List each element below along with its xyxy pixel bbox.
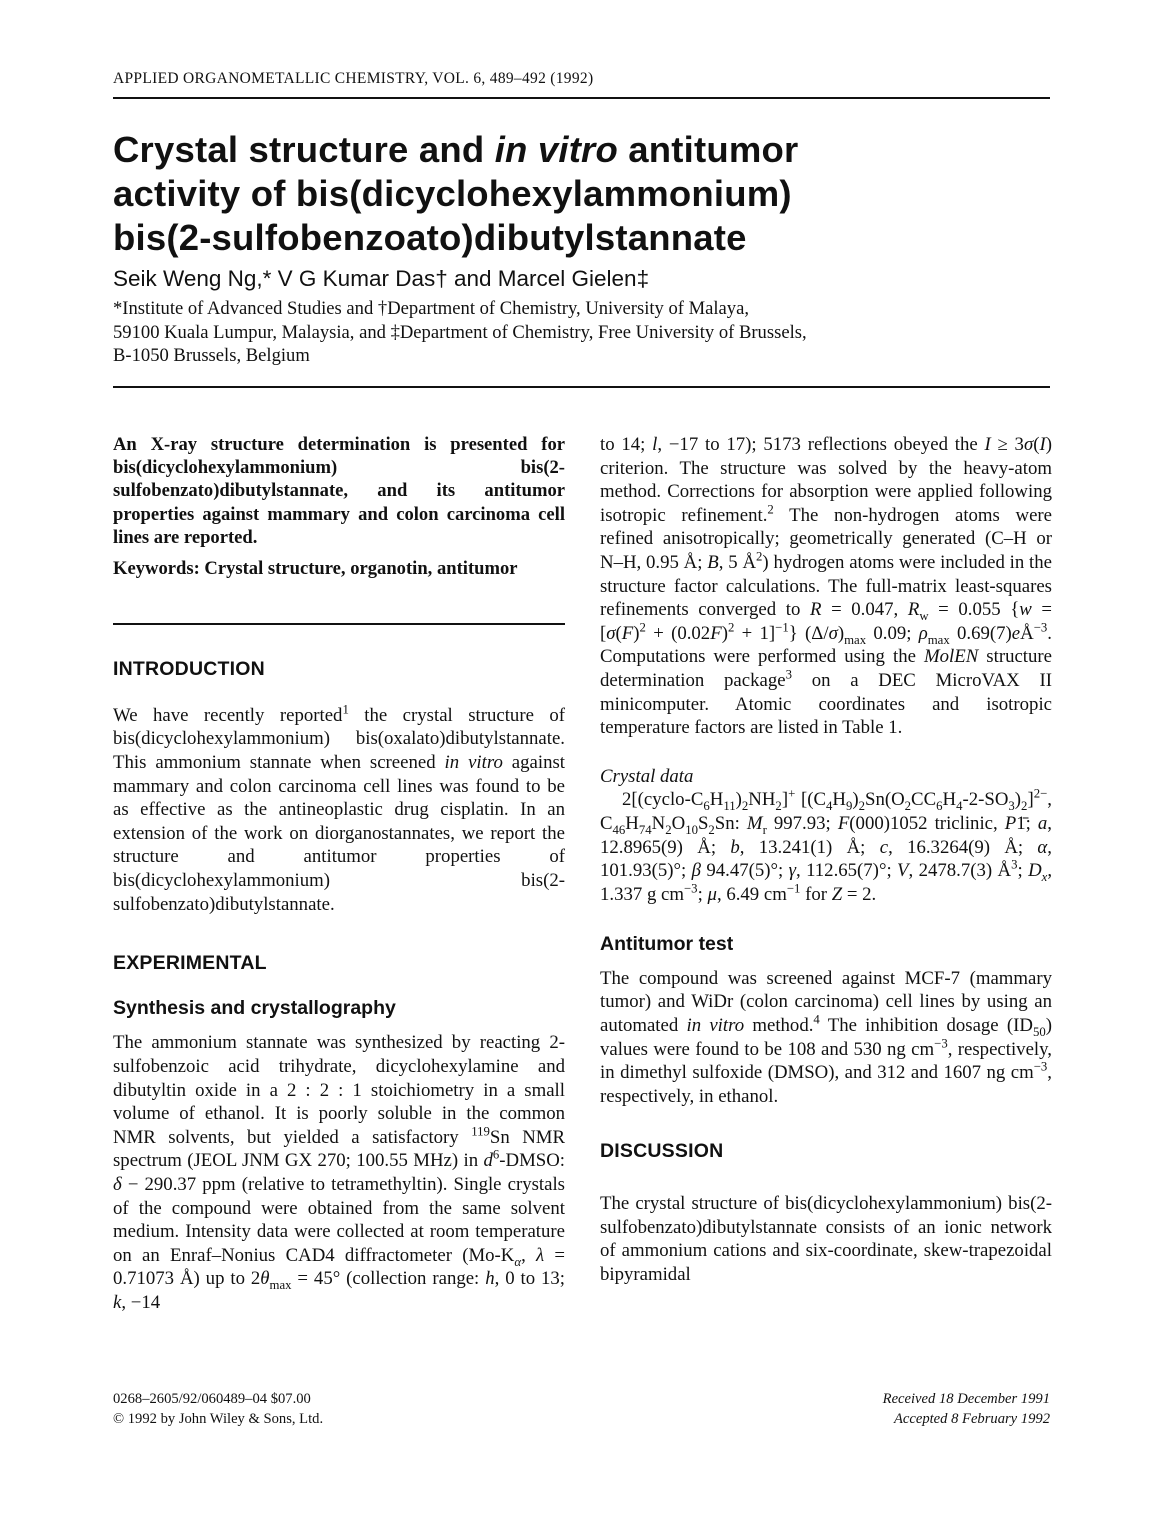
keywords: Keywords: Crystal structure, organotin, antitumor <box>113 558 518 580</box>
article-title <box>113 128 1053 260</box>
article-code: 0268–2605/92/060489–04 $07.00 <box>113 1391 311 1407</box>
crystal-data-paragraph: $2[(cyclo-C_6H_{11})_2NH_2]^+$ $[(C_4H_9)_2Sn(O_2CC_6H_4-2-SO_3)_2]^{2-}$, $C_{46}H_{74}N_2O_{10}S_2Sn$: $M_r$ 997.93; F(000)1052 triclinic, P1̄; a, 12.8965(9) Å; b, 13.241(1) Å; c, 16.3264(9) Å; α, 101.93(5)°; β 94.47(5)°; γ, 112.65(7)°; V, 2478.7(3) $Å^3$; $D_x$, 1.337 g $cm^{-3}$; μ, 6.49 $cm^{-1}$ for Z = 2. <box>600 787 1053 905</box>
heading-synthesis: Synthesis and crystallography <box>113 996 396 1019</box>
affiliation-line: 59100 Kuala Lumpur, Malaysia, and ‡Department of Chemistry, Free University of Brussels, <box>113 321 807 343</box>
crystal-data-heading: Crystal data <box>600 765 694 787</box>
heading-discussion: DISCUSSION <box>600 1140 724 1163</box>
discussion-paragraph: The crystal structure of bis(dicyclohexylammonium) bis(2-sulfobenzato)dibutylstannate consists of an ionic network of ammonium cations and six-coordinate, skew-trapezoidal bipyramidal <box>600 1193 1052 1285</box>
antitumor-paragraph: The compound was screened against MCF-7 (mammary tumor) and WiDr (colon carcinoma) cell lines by using an automated in vitro method.$^4$ The inhibition dosage $(ID_{50})$ values were found to be 108 and 530 ng $cm^{-3}$, respectively, in dimethyl sulfoxide (DMSO), and 312 and 1607 ng $cm^{-3}$, respectively, in ethanol. <box>600 967 1052 1107</box>
heading-antitumor: Antitumor test <box>600 933 734 956</box>
abstract-rule <box>113 623 565 625</box>
affiliation-rule <box>113 386 1050 388</box>
synthesis-paragraph: The ammonium stannate was synthesized by reacting 2-sulfobenzoic acid trihydrate, dicyclohexylamine and dibutyltin oxide in a 2 : 2 : 1 stoichiometry in a small volume of ethanol. It is poorly soluble in the common NMR solvents, but yielded a satisfactory $^{119}$Sn NMR spectrum (JEOL JNM GX 270; 100.55 MHz) in $d^6$-DMSO: δ − 290.37 ppm (relative to tetramethyltin). Single crystals of the compound were obtained from the same solvent medium. Intensity data were collected at room temperature on an Enraf–Nonius CAD4 diffractometer ($Mo-K_\alpha$, λ = 0.71073 Å) up to $2\theta_{max} = 45^\circ$ (collection range: h, 0 to 13; k, −14 <box>113 1032 566 1313</box>
journal-header: APPLIED ORGANOMETALLIC CHEMISTRY, VOL. 6, 489–492 (1992) <box>113 70 594 87</box>
affiliations <box>113 297 807 368</box>
affiliation-line: *Institute of Advanced Studies and †Department of Chemistry, University of Malaya, <box>113 298 750 319</box>
left-column <box>113 433 565 1314</box>
affiliation-line: B-1050 Brussels, Belgium <box>113 345 310 366</box>
title-line-1: Crystal structure and in vitro antitumor <box>113 129 799 170</box>
header-rule <box>113 97 1050 99</box>
synthesis-paragraph-continued: to 14; l, −17 to 17); 5173 reflections obeyed the I ≥ 3σ(I) criterion. The structure was solved by the heavy-atom method. Corrections for absorption were applied following isotropic refinement.$^2$ The non-hydrogen atoms were refined anisotropically; geometrically generated (C–H or N–H, 0.95 Å; B, 5 $Å^2$) hydrogen atoms were included in the structure factor calculations. The full-matrix least-squares refinements converged to R = 0.047, $R_w = 0.055$ $\{w = [\sigma(F)^2 + (0.02F)^2 + 1]^{-1}\}$ $(\Delta/\sigma)_{max}$ 0.09; $\rho_{max}$ $0.69(7)eÅ^{-3}$. Computations were performed using the MolEN structure determination package$^3$ on a DEC MicroVAX II minicomputer. Atomic coordinates and isotropic temperature factors are listed in Table 1. <box>600 434 1053 739</box>
heading-introduction: INTRODUCTION <box>113 658 265 681</box>
introduction-paragraph: We have recently reported$^1$ the crystal structure of bis(dicyclohexylammonium) bis(oxalato)dibutylstannate. This ammonium stannate when screened in vitro against mammary and colon carcinoma cell lines was found to be as effective as the antineoplastic drug cisplatin. In an extension of the work on diorganostannates, we report the structure and antitumor properties of bis(dicyclohexylammonium) bis(2-sulfobenzato)dibutylstannate. <box>113 702 566 915</box>
authors: Seik Weng Ng,* V G Kumar Das† and Marcel Gielen‡ <box>113 266 650 291</box>
title-line-3: bis(2-sulfobenzoato)dibutylstannate <box>113 217 747 258</box>
footer-right <box>883 1390 1050 1429</box>
received-date: Received 18 December 1991 <box>882 1391 1050 1407</box>
heading-experimental: EXPERIMENTAL <box>113 952 267 975</box>
abstract: An X-ray structure determination is presented for bis(dicyclohexylammonium) bis(2-sulfobenzato)dibutylstannate, and its antitumor properties against mammary and colon carcinoma cell lines are reported. <box>113 434 565 548</box>
right-column <box>600 433 1052 1286</box>
accepted-date: Accepted 8 February 1992 <box>893 1410 1050 1427</box>
title-line-2: activity of bis(dicyclohexylammonium) <box>113 173 792 214</box>
copyright-notice: © 1992 by John Wiley & Sons, Ltd. <box>113 1410 324 1427</box>
footer-left <box>113 1390 323 1429</box>
